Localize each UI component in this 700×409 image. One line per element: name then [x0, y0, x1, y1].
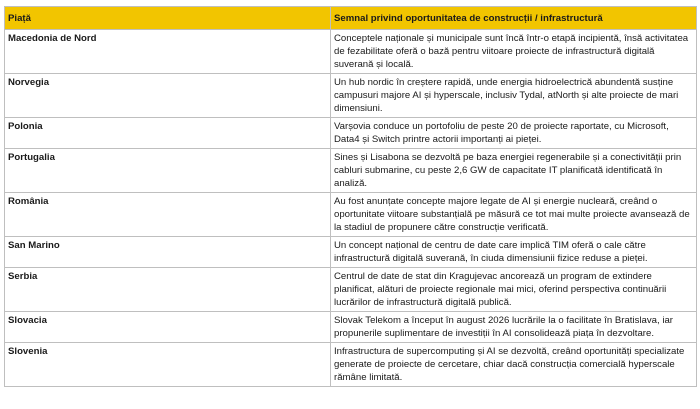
market-cell: Portugalia — [5, 149, 331, 193]
market-cell: Serbia — [5, 268, 331, 312]
table-row — [5, 149, 697, 193]
signal-cell: Varșovia conduce un portofoliu de peste 20 de proiecte raportate, cu Microsoft, Data4 și Switch printre actorii importanți ai pieței. — [331, 118, 697, 149]
table-row — [5, 312, 697, 343]
table-row — [5, 193, 697, 237]
table-row — [5, 343, 697, 387]
signal-cell: Sines și Lisabona se dezvoltă pe baza energiei regenerabile și a conectivității prin cabluri submarine, cu peste 2,6 GW de capacitate IT planificată identificată în analiză. — [331, 149, 697, 193]
signal-cell: Infrastructura de supercomputing și AI se dezvoltă, creând oportunități specializate generate de proiecte de cercetare, chiar dacă construcția comercială hyperscale rămâne limitată. — [331, 343, 697, 387]
signal-cell: Un concept național de centru de date care implică TIM oferă o cale către infrastructură digitală suverană, în ciuda dimensiunii fizice reduse a pieței. — [331, 237, 697, 268]
table-row — [5, 74, 697, 118]
market-cell: România — [5, 193, 331, 237]
signal-cell: Conceptele naționale și municipale sunt încă într-o etapă incipientă, însă activitatea de fezabilitate oferă o bază pentru viitoare proiecte de infrastructură digitală suverană și locală. — [331, 30, 697, 74]
table-row — [5, 30, 697, 74]
table-row — [5, 237, 697, 268]
table-header-row — [5, 7, 697, 30]
market-signals-table — [4, 6, 697, 387]
signal-cell: Au fost anunțate concepte majore legate de AI și energie nucleară, creând o oportunitate viitoare substanțială pe măsură ce tot mai multe proiecte avansează de la stadiul de propunere către construcție verificată. — [331, 193, 697, 237]
header-signal: Semnal privind oportunitatea de construcții / infrastructură — [331, 7, 697, 30]
market-cell: Macedonia de Nord — [5, 30, 331, 74]
table-row — [5, 118, 697, 149]
market-cell: Polonia — [5, 118, 331, 149]
market-cell: Slovenia — [5, 343, 331, 387]
signal-cell: Slovak Telekom a început în august 2026 lucrările la o facilitate în Bratislava, iar propunerile suplimentare de investiții în AI consolidează piața în dezvoltare. — [331, 312, 697, 343]
signal-cell: Centrul de date de stat din Kragujevac ancorează un program de extindere planificat, alături de proiecte regionale mai mici, oferind perspectiva continuării lucrărilor de infrastructură digitală publică. — [331, 268, 697, 312]
market-cell: Slovacia — [5, 312, 331, 343]
market-cell: San Marino — [5, 237, 331, 268]
market-cell: Norvegia — [5, 74, 331, 118]
header-market: Piață — [5, 7, 331, 30]
table-row — [5, 268, 697, 312]
signal-cell: Un hub nordic în creștere rapidă, unde energia hidroelectrică abundentă susține campusuri majore AI și hyperscale, inclusiv Tydal, atNorth și alte proiecte de mari dimensiuni. — [331, 74, 697, 118]
